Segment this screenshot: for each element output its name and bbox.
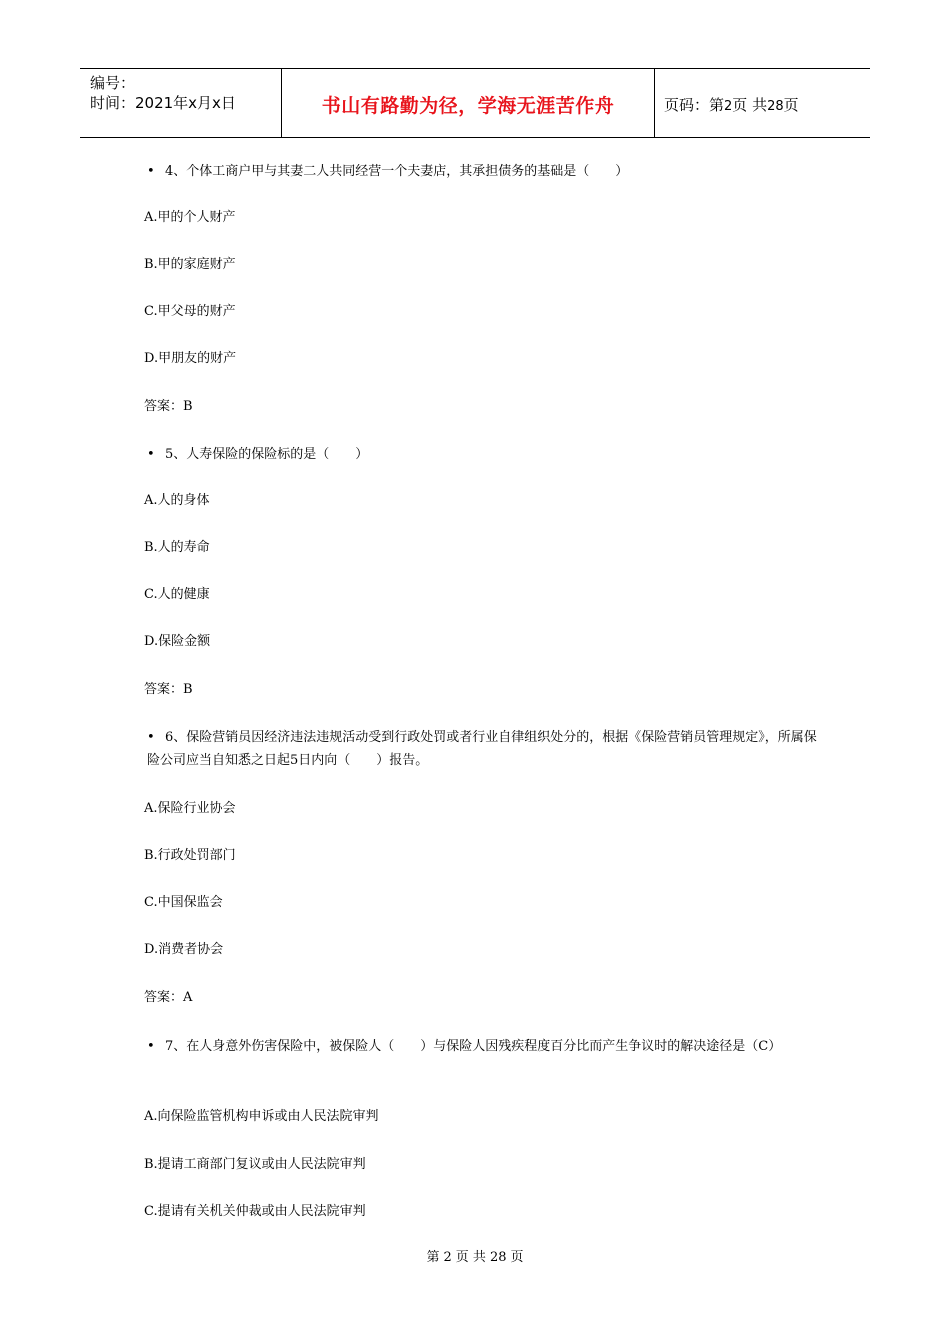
- question-7: [147, 1035, 817, 1058]
- option: B.甲的家庭财产: [144, 257, 236, 272]
- question-6: [147, 726, 817, 772]
- question-text: 7、在人身意外伤害保险中，被保险人（ ）与保险人因残疾程度百分比而产生争议时的解决途径是（C）: [165, 1039, 782, 1054]
- option: B.人的寿命: [144, 540, 210, 555]
- document-header: [80, 68, 870, 138]
- header-page-info: [664, 94, 799, 115]
- document-date: 时间：2021年x月x日: [90, 94, 236, 112]
- footer-suffix: 页: [510, 1250, 524, 1265]
- document-number-label: 编号：: [90, 74, 136, 92]
- option: C.提请有关机关仲裁或由人民法院审判: [144, 1204, 366, 1219]
- question-text: 5、人寿保险的保险标的是（ ）: [165, 447, 369, 462]
- page-footer: [0, 1246, 950, 1265]
- option: B.提请工商部门复议或由人民法院审判: [144, 1157, 366, 1172]
- option: A.人的身体: [144, 493, 210, 508]
- question-5: [147, 443, 817, 466]
- question-text: 4、个体工商户甲与其妻二人共同经营一个夫妻店，其承担债务的基础是（ ）: [165, 164, 629, 179]
- option: D.甲朋友的财产: [144, 351, 237, 366]
- option: B.行政处罚部门: [144, 848, 236, 863]
- bullet: •: [147, 1039, 155, 1054]
- option: D.消费者协会: [144, 942, 224, 957]
- page-mid: 页 共: [732, 96, 768, 114]
- header-meta: [90, 73, 236, 113]
- option: C.人的健康: [144, 587, 210, 602]
- answer: 答案：B: [144, 399, 193, 414]
- answer: 答案：A: [144, 990, 193, 1005]
- bullet: •: [147, 164, 155, 179]
- answer: 答案：B: [144, 682, 193, 697]
- option: C.中国保监会: [144, 895, 223, 910]
- option: A.甲的个人财产: [144, 210, 236, 225]
- header-motto: 书山有路勤为径，学海无涯苦作舟: [321, 95, 615, 117]
- bullet: •: [147, 447, 155, 462]
- page-total: 28: [767, 99, 784, 114]
- page-prefix: 页码：第: [664, 96, 725, 114]
- option: A.向保险监管机构申诉或由人民法院审判: [144, 1109, 379, 1124]
- footer-current: 2: [443, 1250, 452, 1265]
- header-divider: [654, 69, 655, 137]
- footer-prefix: 第: [426, 1250, 440, 1265]
- page-suffix: 页: [783, 96, 799, 114]
- option: C.甲父母的财产: [144, 304, 236, 319]
- page-current: 2: [724, 99, 733, 114]
- bullet: •: [147, 730, 155, 745]
- question-4: [147, 160, 817, 183]
- question-text: 6、保险营销员因经济违法违规活动受到行政处罚或者行业自律组织处分的，根据《保险营销员管理规定》，所属保险公司应当自知悉之日起5日内向（ ）报告。: [147, 730, 817, 768]
- option: A.保险行业协会: [144, 801, 236, 816]
- footer-mid: 页 共: [455, 1250, 486, 1265]
- option: D.保险金额: [144, 634, 211, 649]
- footer-total: 28: [489, 1250, 507, 1265]
